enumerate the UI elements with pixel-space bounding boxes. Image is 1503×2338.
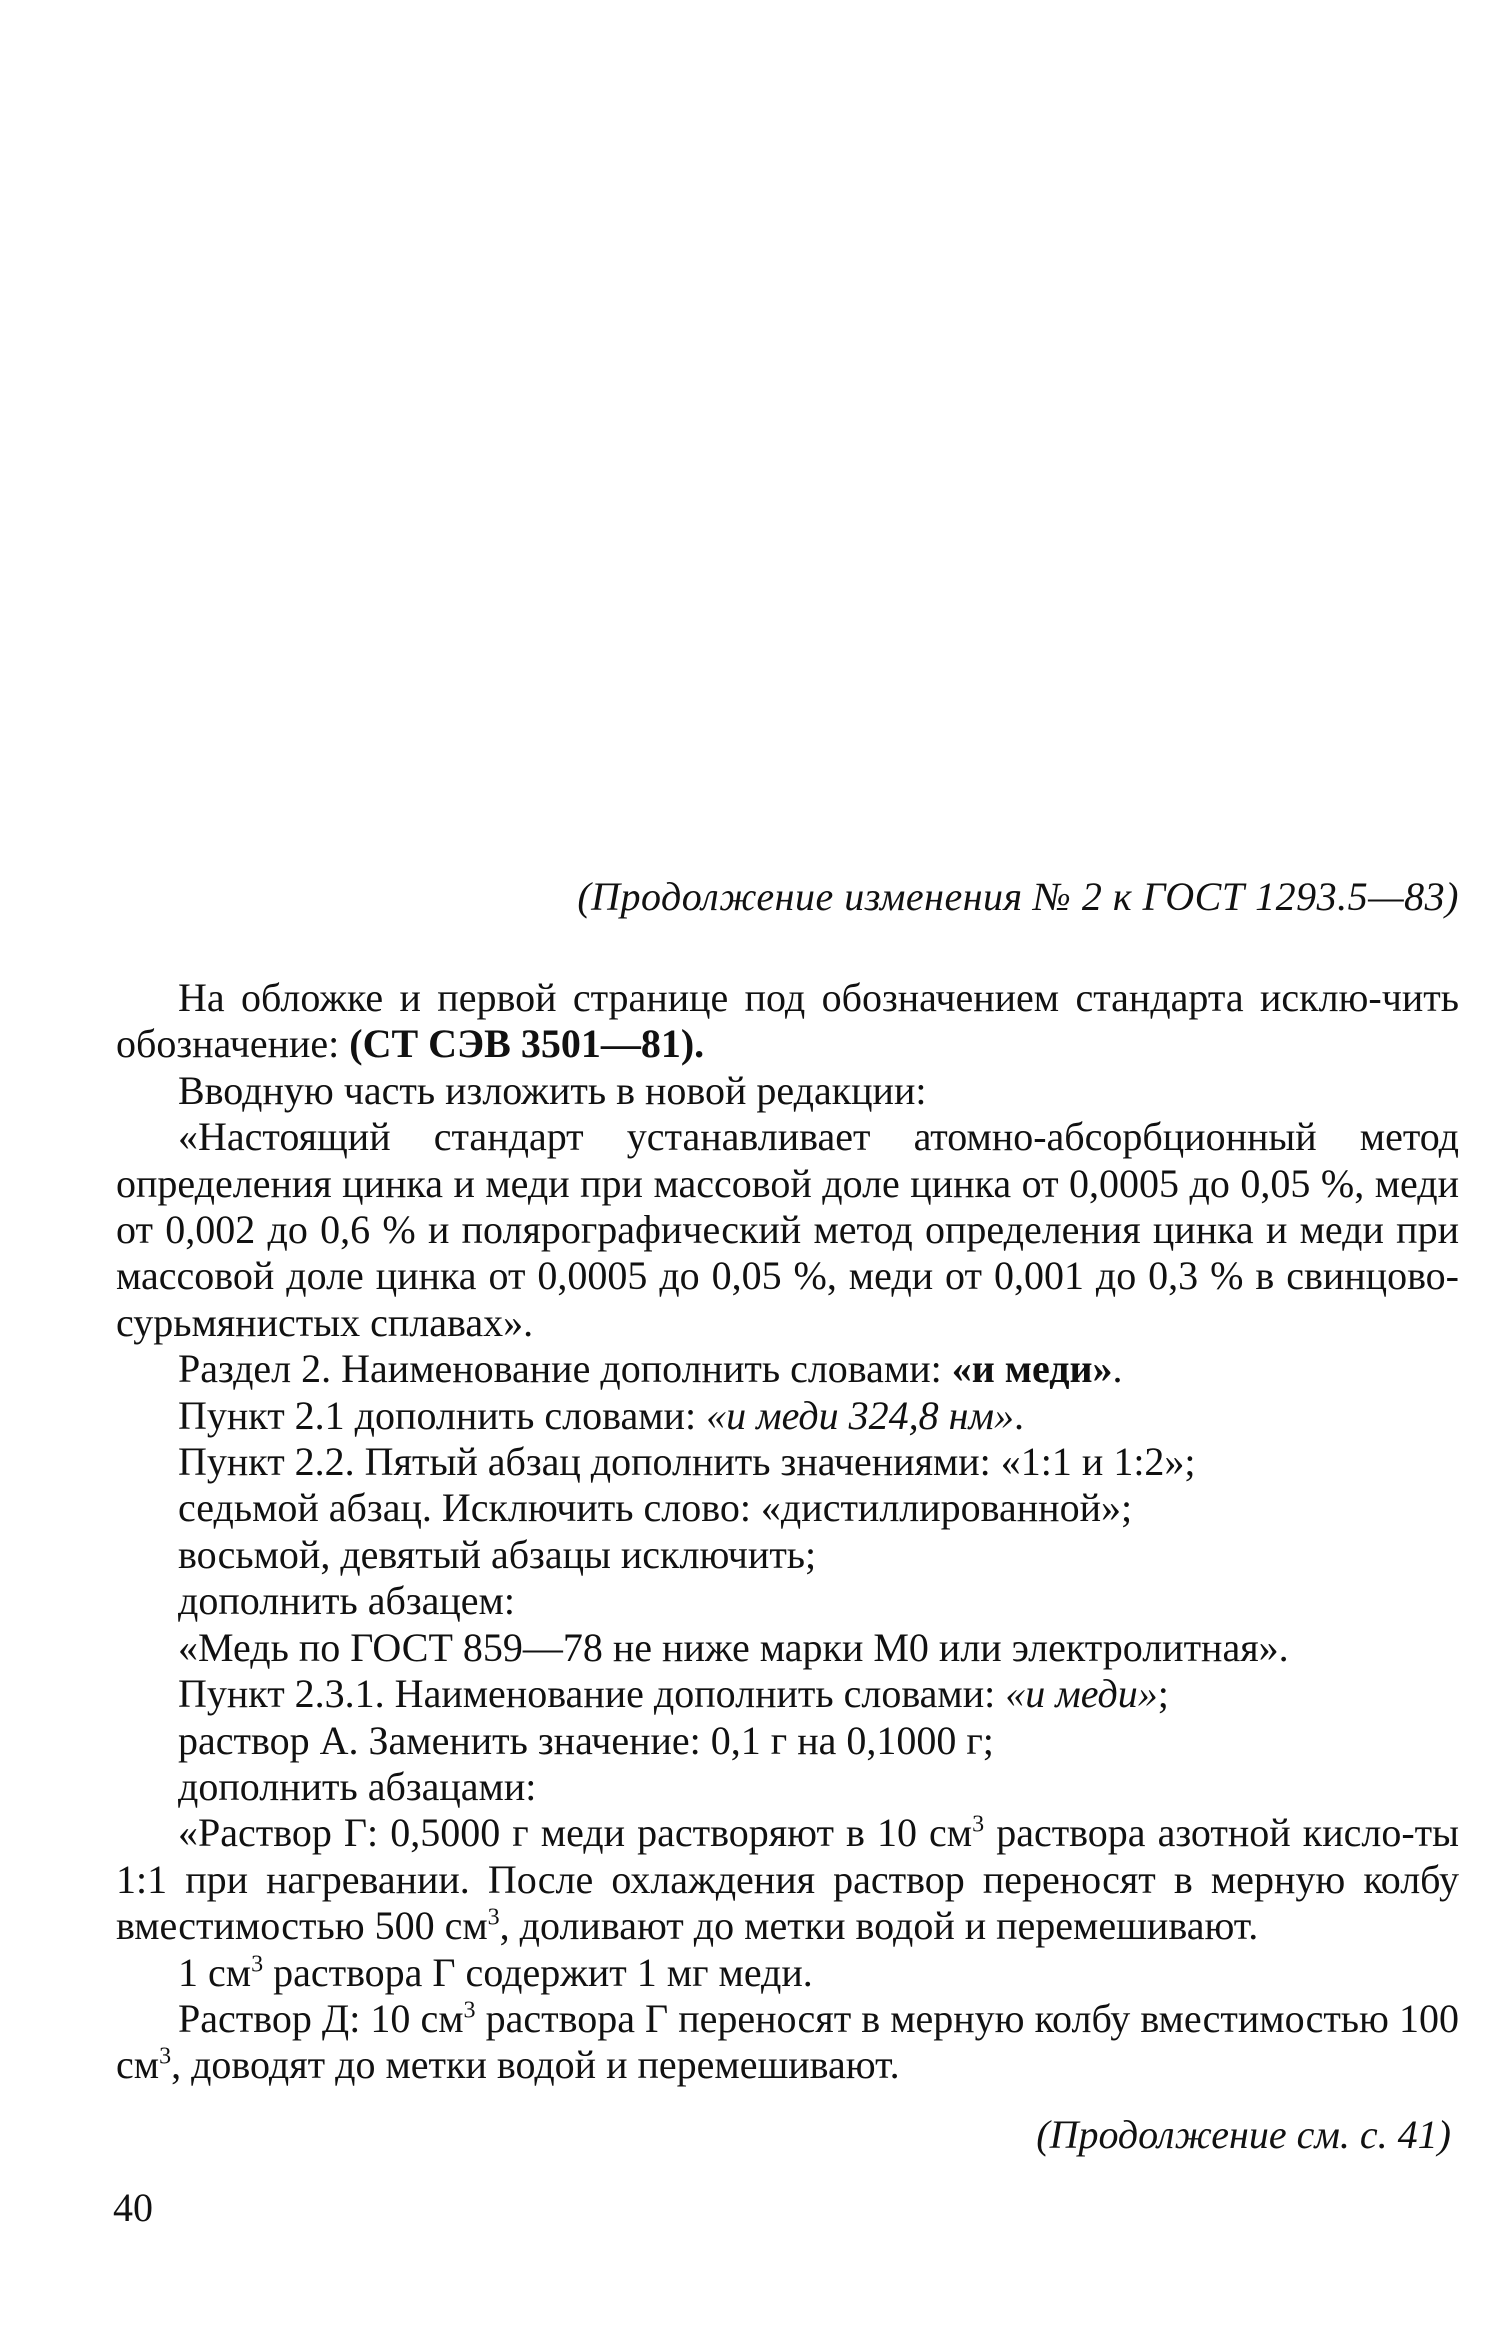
paragraph-text: раствора Г содержит 1 мг меди. [263,1949,813,1995]
paragraph-solution-g-content [116,1950,1459,1996]
paragraph-text: , доводят до метки водой и перемешивают. [171,2042,900,2088]
paragraph-cover-designation [116,975,1459,1068]
paragraph-item-2-2: Пункт 2.2. Пятый абзац дополнить значениями: «1:1 и 1:2»; [178,1439,1196,1485]
paragraph-eighth-ninth: восьмой, девятый абзацы исключить; [178,1531,817,1577]
paragraph-solution-d [116,1996,1459,2089]
paragraph-text: На обложке и первой странице под обозначением стандарта исклю-чить обозначение: [116,975,1459,1067]
punctuation: . [1112,1346,1123,1392]
paragraph-item-2-1 [116,1393,1459,1439]
paragraph-text: раствора азотной кисло-ты 1:1 при нагревании. После охлаждения раствор переносят в мерную колбу вместимостью 500 см [116,1810,1460,1949]
paragraph-text: «Раствор Г: 0,5000 г меди растворяют в 10 см [178,1810,973,1856]
paragraph-copper-gost: «Медь по ГОСТ 859—78 не ниже марки М0 или электролитная». [178,1624,1289,1670]
superscript: 3 [972,1811,985,1838]
paragraph-text: раствора Г переносят в мерную колбу вместимостью 100 см [116,1995,1459,2088]
paragraph-section-2 [116,1346,1459,1392]
paragraph-supplement: дополнить абзацем: [178,1578,515,1624]
paragraph-solution-a: раствор А. Заменить значение: 0,1 г на 0,1000 г; [178,1717,994,1763]
superscript: 3 [251,1951,264,1978]
paragraph-intro-text: «Настоящий стандарт устанавливает атомно-абсорбционный метод определения цинка и меди при массовой доле цинка от 0,0005 до 0,05 %, меди от 0,002 до 0,6 % и полярографический метод определения цинка и меди при массовой доле цинка от 0,0005 до 0,05 %, меди от 0,001 до 0,3 % в свинцово-сурьмянистых сплавах». [116,1114,1459,1345]
superscript: 3 [463,1997,476,2024]
italic-words: «и меди» [1005,1671,1158,1717]
paragraph-text: 1 см [178,1949,252,1995]
paragraph-text: Раствор Д: 10 см [178,1995,464,2041]
paragraph-text: Раздел 2. Наименование дополнить словами: [178,1346,952,1392]
punctuation: . [1013,1392,1024,1438]
paragraph-text: Пункт 2.3.1. Наименование дополнить словами: [178,1671,1006,1717]
paragraph-supplement-plural: дополнить абзацами: [178,1763,537,1809]
paragraph-text: , доливают до метки водой и перемешивают. [499,1903,1259,1949]
continuation-header: (Продолжение изменения № 2 к ГОСТ 1293.5—83) [577,874,1459,919]
italic-words: «и меди 324,8 нм» [706,1392,1014,1438]
amendment-body [116,975,1459,2089]
paragraph-item-2-3-1 [116,1671,1459,1717]
superscript: 3 [487,1904,500,1931]
punctuation: ; [1157,1671,1169,1717]
page-number: 40 [113,2185,153,2230]
paragraph-text: Пункт 2.1 дополнить словами: [178,1392,707,1438]
paragraph-seventh: седьмой абзац. Исключить слово: «дистиллированной»; [178,1485,1133,1531]
paragraph-intro: Вводную часть изложить в новой редакции: [178,1067,927,1113]
superscript: 3 [159,2044,172,2071]
continuation-footer: (Продолжение см. с. 41) [1036,2112,1451,2157]
paragraph-solution-g [116,1810,1459,1949]
bold-words: «и меди» [951,1346,1113,1392]
designation-bold: (СТ СЭВ 3501—81). [349,1021,705,1067]
